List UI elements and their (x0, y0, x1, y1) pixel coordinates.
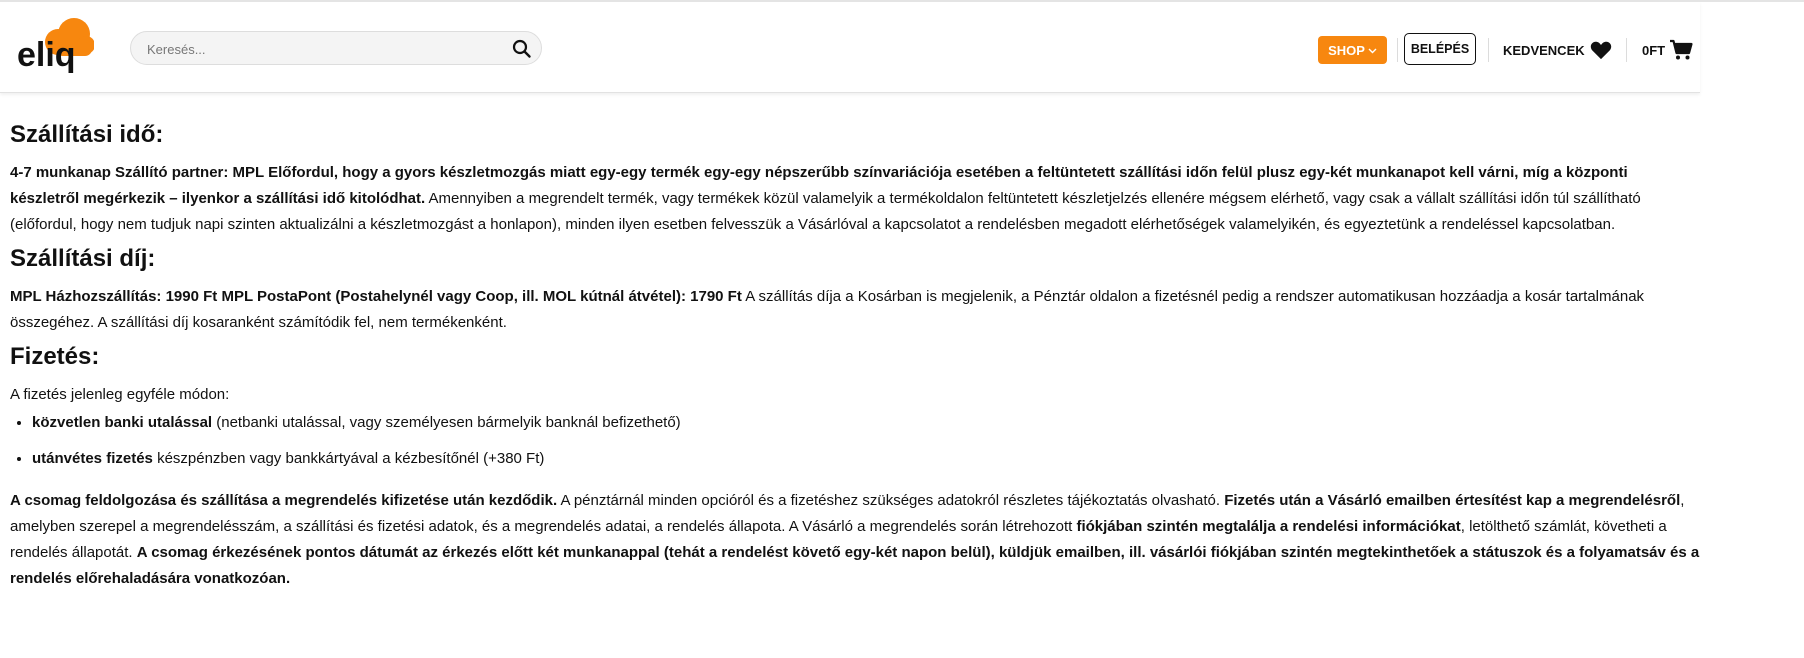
process-bold-1: A csomag feldolgozása és szállítása a megrendelés kifizetése után kezdődik. (10, 492, 558, 509)
cart-total: 0FT (1642, 42, 1666, 58)
cloud-logo-icon (14, 12, 94, 78)
logo-text: eliq (17, 36, 76, 74)
payment-process-text (10, 488, 1700, 592)
process-normal-3: , letölthető számlát, követheti a rendelés állapotát. (10, 518, 1667, 561)
process-bold-3: fiókjában szintén megtalálja a rendelési információkat (1076, 518, 1461, 535)
login-button[interactable] (1404, 33, 1476, 65)
shop-label: SHOP (1328, 42, 1365, 58)
list-item (32, 446, 1700, 472)
favorites-link[interactable] (1503, 38, 1612, 62)
payment-method-normal: (netbanki utalással, vagy személyesen bármelyik banknál befizethető) (216, 414, 681, 431)
shipping-time-normal: Amennyiben a megrendelt termék, vagy termékek közül valamelyik a termékoldalon feltüntetett készletjelzés ellenére mégsem elérhető, vagy csak a vállalt szállítási időn túl szállítható (előfordul, hogy nem tudjuk napi szinten aktualizálni a készletmozgást a honlapon), minden ilyen esetben felvesszük a Vásárlóval a kapcsolatot a rendelésben megadott elérhetőségek valamelyikén, és egyeztetünk a rendeléssel kapcsolatban. (10, 190, 1641, 233)
payment-method-bold: közvetlen banki utalással (32, 414, 213, 431)
shop-button[interactable] (1318, 36, 1387, 64)
payment-methods-list (10, 410, 1700, 472)
divider (1397, 38, 1398, 62)
shipping-fee-normal: A szállítás díja a Kosárban is megjelenik, a Pénztár oldalon a fizetésnél pedig a rendszer automatikusan hozzáadja a kosár tartalmának összegéhez. A szállítási díj kosaranként számítódik fel, nem termékenként. (10, 288, 1645, 331)
process-normal-2: , amelyben szerepel a megrendelésszám, a szállítási és fizetési adatok, és a megrendelés adatai, a rendelés állapota. A Vásárló a megrendelés során létrehozott (10, 492, 1685, 535)
main-content (10, 118, 1700, 596)
payment-intro: A fizetés jelenleg egyféle módon: (10, 386, 230, 403)
divider (1626, 38, 1627, 62)
payment-method-normal: készpénzben vagy bankkártyával a kézbesítőnél (+380 Ft) (157, 450, 545, 467)
eliq-logo[interactable] (14, 12, 94, 78)
shipping-fee-bold: MPL Házhozszállítás: 1990 Ft MPL PostaPont (Postahelynél vagy Coop, ill. MOL kútnál átvétel): 1790 Ft (10, 288, 742, 305)
search-bar (130, 31, 542, 65)
cart-link[interactable] (1642, 38, 1693, 62)
shipping-time-heading: Szállítási idő: (10, 121, 164, 148)
heart-icon (1590, 40, 1612, 60)
divider (1488, 38, 1489, 62)
favorites-label: KEDVENCEK (1503, 42, 1585, 58)
process-bold-4: A csomag érkezésének pontos dátumát az érkezés előtt két munkanappal (tehát a rendelést követő egy-két napon belül), küldjük emailben, ill. vásárlói fiókjában szintén megtekinthetőek a státuszok és a folyamatsáv és a rendelés előrehaladására vonatkozóan. (10, 544, 1700, 587)
search-input[interactable] (145, 38, 489, 60)
shipping-fee-text (10, 284, 1700, 336)
shipping-time-bold: 4-7 munkanap Szállító partner: MPL Előfordul, hogy a gyors készletmozgás miatt egy-egy termék egy-egy népszerűbb színvariációja esetében a feltüntetett szállítási időn felül plusz egy-két munkanapot kell várni, míg a központi készletről megérkezik – ilyenkor a szállítási idő kitolódhat. (10, 164, 1628, 207)
payment-heading: Fizetés: (10, 343, 100, 370)
chevron-down-icon (1368, 48, 1377, 54)
shipping-time-text (10, 160, 1700, 238)
payment-method-bold: utánvétes fizetés (32, 450, 153, 467)
process-bold-2: Fizetés után a Vásárló emailben értesítést kap a megrendelésről (1224, 492, 1681, 509)
shipping-fee-heading: Szállítási díj: (10, 245, 156, 272)
site-header (0, 2, 1700, 93)
process-normal-1: A pénztárnál minden opcióról és a fizetéshez szükséges adatokról részletes tájékoztatás olvasható. (560, 492, 1221, 509)
list-item (32, 410, 1700, 436)
search-icon[interactable] (511, 38, 533, 60)
login-label: BELÉPÉS (1410, 42, 1470, 56)
cart-icon (1669, 39, 1693, 61)
